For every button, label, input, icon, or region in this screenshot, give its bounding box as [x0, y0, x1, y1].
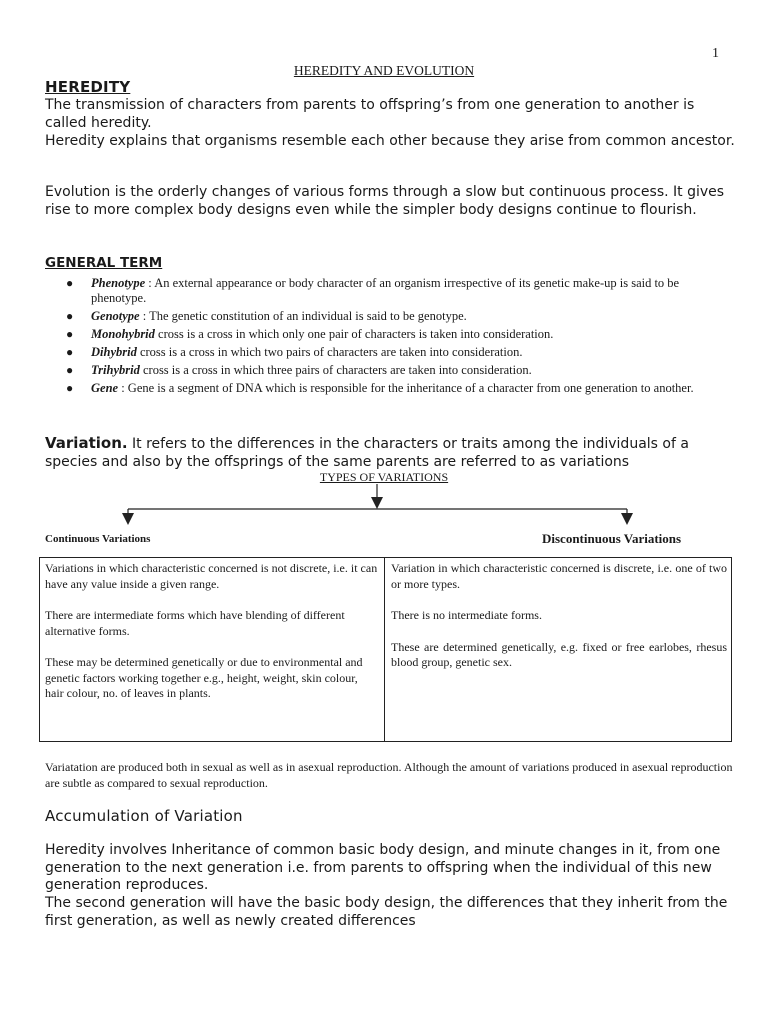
term-name: Dihybrid — [91, 345, 137, 359]
term-name: Monohybrid — [91, 327, 155, 341]
table-cell: These may be determined genetically or due to environmental and genetic factors working together e.g., height, weight, skin colour, hair colour, no. of leaves in plants. — [45, 655, 363, 700]
table-divider — [384, 558, 385, 741]
bullet-icon: ● — [66, 309, 74, 323]
accumulation-heading: Accumulation of Variation — [45, 807, 243, 825]
term-name: Genotype — [91, 309, 140, 323]
variations-table — [39, 557, 732, 742]
table-cell: Variations in which characteristic concerned is not discrete, i.e. it can have any value inside a given range. — [45, 561, 378, 591]
list-item — [64, 381, 729, 396]
term-name: Phenotype — [91, 276, 146, 290]
heredity-explanation: Heredity explains that organisms resemble each other because they arise from common ancestor. — [45, 133, 735, 149]
term-definition: : Gene is a segment of DNA which is responsible for the inheritance of a character from one generation to another. — [118, 381, 694, 395]
table-cell: Variation in which characteristic concerned is discrete, i.e. one of two or more types. — [391, 561, 727, 591]
evolution-definition: Evolution is the orderly changes of various forms through a slow but continuous process. It gives rise to more complex body designs even while the simpler body designs continue to flourish. — [45, 184, 725, 218]
discontinuous-column — [391, 561, 727, 687]
term-definition: : The genetic constitution of an individual is said to be genotype. — [139, 309, 467, 323]
bullet-icon: ● — [66, 327, 74, 341]
document-title — [0, 63, 768, 79]
heredity-heading: HEREDITY — [45, 78, 131, 96]
term-name: Trihybrid — [91, 363, 140, 377]
bullet-icon: ● — [66, 276, 74, 290]
term-definition: cross is a cross in which three pairs of characters are taken into consideration. — [139, 363, 532, 377]
bullet-icon: ● — [66, 345, 74, 359]
list-item — [64, 327, 729, 342]
list-item — [64, 276, 729, 306]
list-item — [64, 363, 729, 378]
center-arrow-icon — [371, 497, 383, 509]
list-item — [64, 309, 729, 324]
document-title-text: HEREDITY AND EVOLUTION — [293, 63, 475, 78]
variation-note: Variatation are produced both in sexual as well as in asexual reproduction. Although the amount of variations produced in asexual reproduction are subtle as compared to sexual reproduction. — [45, 760, 733, 790]
accumulation-paragraph-2: The second generation will have the basic body design, the differences that they inherit from the first generation, as well as newly created differences — [45, 895, 728, 929]
right-arrow-icon — [621, 513, 633, 525]
variation-paragraph — [45, 434, 740, 471]
term-definition: cross is a cross in which only one pair of characters is taken into consideration. — [154, 327, 554, 341]
table-cell: There is no intermediate forms. — [391, 608, 542, 622]
branch-diagram — [0, 480, 768, 528]
discontinuous-variations-heading: Discontinuous Variations — [542, 531, 682, 546]
bullet-icon: ● — [66, 381, 74, 395]
general-term-list — [64, 276, 729, 399]
accumulation-paragraph-1: Heredity involves Inheritance of common basic body design, and minute changes in it, from one generation to the next generation i.e. from parents to offspring when the individual of this new generation reproduces. — [45, 842, 721, 893]
table-cell: There are intermediate forms which have blending of different alternative forms. — [45, 608, 345, 638]
general-term-heading: GENERAL TERM — [45, 255, 163, 271]
variation-definition: It refers to the differences in the characters or traits among the individuals of a species and also by the offsprings of the same parents are referred to as variations — [45, 436, 689, 470]
types-of-variations-text: TYPES OF VARIATIONS — [319, 470, 449, 484]
table-cell: These are determined genetically, e.g. fixed or free earlobes, rhesus blood group, genetic sex. — [391, 639, 727, 669]
bullet-icon: ● — [66, 363, 74, 377]
page-number: 1 — [712, 46, 719, 61]
left-arrow-icon — [122, 513, 134, 525]
continuous-variations-heading: Continuous Variations — [45, 533, 151, 545]
heredity-definition: The transmission of characters from parents to offspring’s from one generation to another is called heredity. — [45, 97, 695, 131]
continuous-column — [45, 561, 379, 718]
variation-heading: Variation. — [45, 434, 128, 452]
term-definition: cross is a cross in which two pairs of characters are taken into consideration. — [136, 345, 523, 359]
list-item — [64, 345, 729, 360]
term-name: Gene — [91, 381, 119, 395]
term-definition: : An external appearance or body character of an organism irrespective of its genetic make-up is said to be phenotype. — [91, 276, 680, 305]
